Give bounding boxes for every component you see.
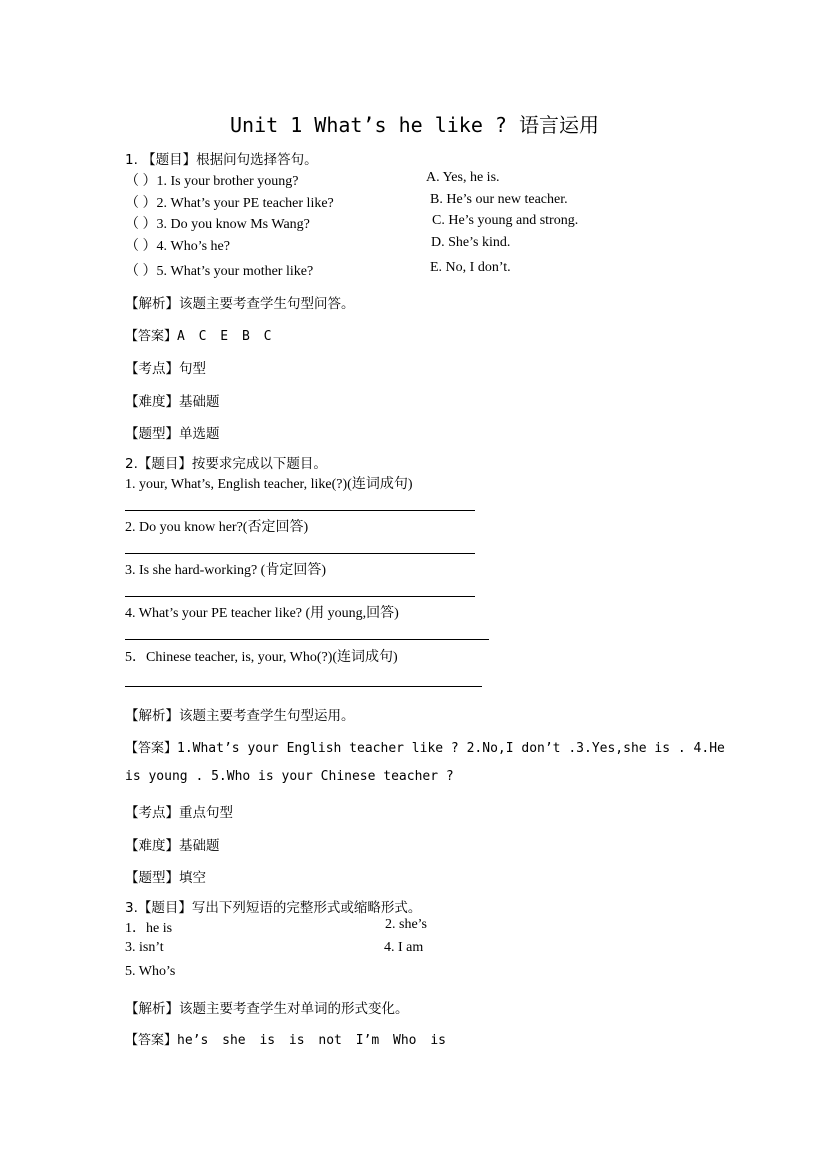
q3-item-4: 4. I am [384, 940, 424, 955]
q2-answer-line-5 [125, 686, 482, 687]
q1-analysis: 【解析】该题主要考查学生句型问答。 [125, 296, 355, 312]
q2-answer-2: is young . 5.Who is your Chinese teacher ? [125, 769, 454, 784]
q2-answer-line-3 [125, 596, 475, 597]
q3-heading: 3.【题目】写出下列短语的完整形式或缩略形式。 [125, 900, 422, 916]
q2-point: 【考点】重点句型 [125, 805, 233, 821]
q1-option-c: C. He’s young and strong. [432, 213, 579, 228]
q1-type: 【题型】单选题 [125, 426, 220, 442]
q2-difficulty: 【难度】基础题 [125, 838, 220, 854]
q3-item-2: 2. she’s [385, 917, 427, 932]
q1-heading: 1. 【题目】根据问句选择答句。 [125, 152, 318, 168]
q1-question-2: （ ）2. What’s your PE teacher like? [125, 196, 334, 211]
q3-item-3: 3. isn’t [125, 940, 164, 955]
q2-item-4: 4. What’s your PE teacher like? (用 young,回答) [125, 606, 399, 621]
q1-question-3: （ ）3. Do you know Ms Wang? [125, 217, 310, 232]
q2-type: 【题型】填空 [125, 870, 206, 886]
q1-question-1: （ ）1. Is your brother young? [125, 174, 299, 189]
q1-option-a: A. Yes, he is. [426, 170, 500, 185]
page-title: Unit 1 What’s he like ? 语言运用 [230, 113, 599, 137]
q3-analysis: 【解析】该题主要考查学生对单词的形式变化。 [125, 1001, 409, 1017]
q1-question-5: （ ）5. What’s your mother like? [125, 264, 314, 279]
q2-answer-line-1 [125, 510, 475, 511]
q2-answer-1: 【答案】1.What’s your English teacher like ? 2.No,I don’t .3.Yes,she is . 4.He [125, 741, 725, 756]
q2-answer-line-2 [125, 553, 475, 554]
q2-item-1: 1. your, What’s, English teacher, like(?)(连词成句) [125, 477, 413, 492]
q2-item-5: 5．Chinese teacher, is, your, Who(?)(连词成句) [125, 650, 398, 665]
q1-answer: 【答案】A C E B C [125, 329, 272, 344]
q2-heading: 2.【题目】按要求完成以下题目。 [125, 456, 327, 472]
q1-question-4: （ ）4. Who’s he? [125, 239, 230, 254]
q2-item-3: 3. Is she hard-working? (肯定回答) [125, 563, 327, 578]
q1-option-d: D. She’s kind. [431, 235, 511, 250]
q3-item-1: 1．he is [125, 921, 173, 936]
q1-point: 【考点】句型 [125, 361, 206, 377]
q1-difficulty: 【难度】基础题 [125, 394, 220, 410]
q3-answer: 【答案】he’s she is is not I’m Who is [125, 1033, 446, 1048]
q2-analysis: 【解析】该题主要考查学生句型运用。 [125, 708, 355, 724]
q1-option-e: E. No, I don’t. [430, 260, 511, 275]
q1-option-b: B. He’s our new teacher. [430, 192, 568, 207]
q2-answer-line-4 [125, 639, 489, 640]
q3-item-5: 5. Who’s [125, 964, 176, 979]
q2-item-2: 2. Do you know her?(否定回答) [125, 520, 309, 535]
